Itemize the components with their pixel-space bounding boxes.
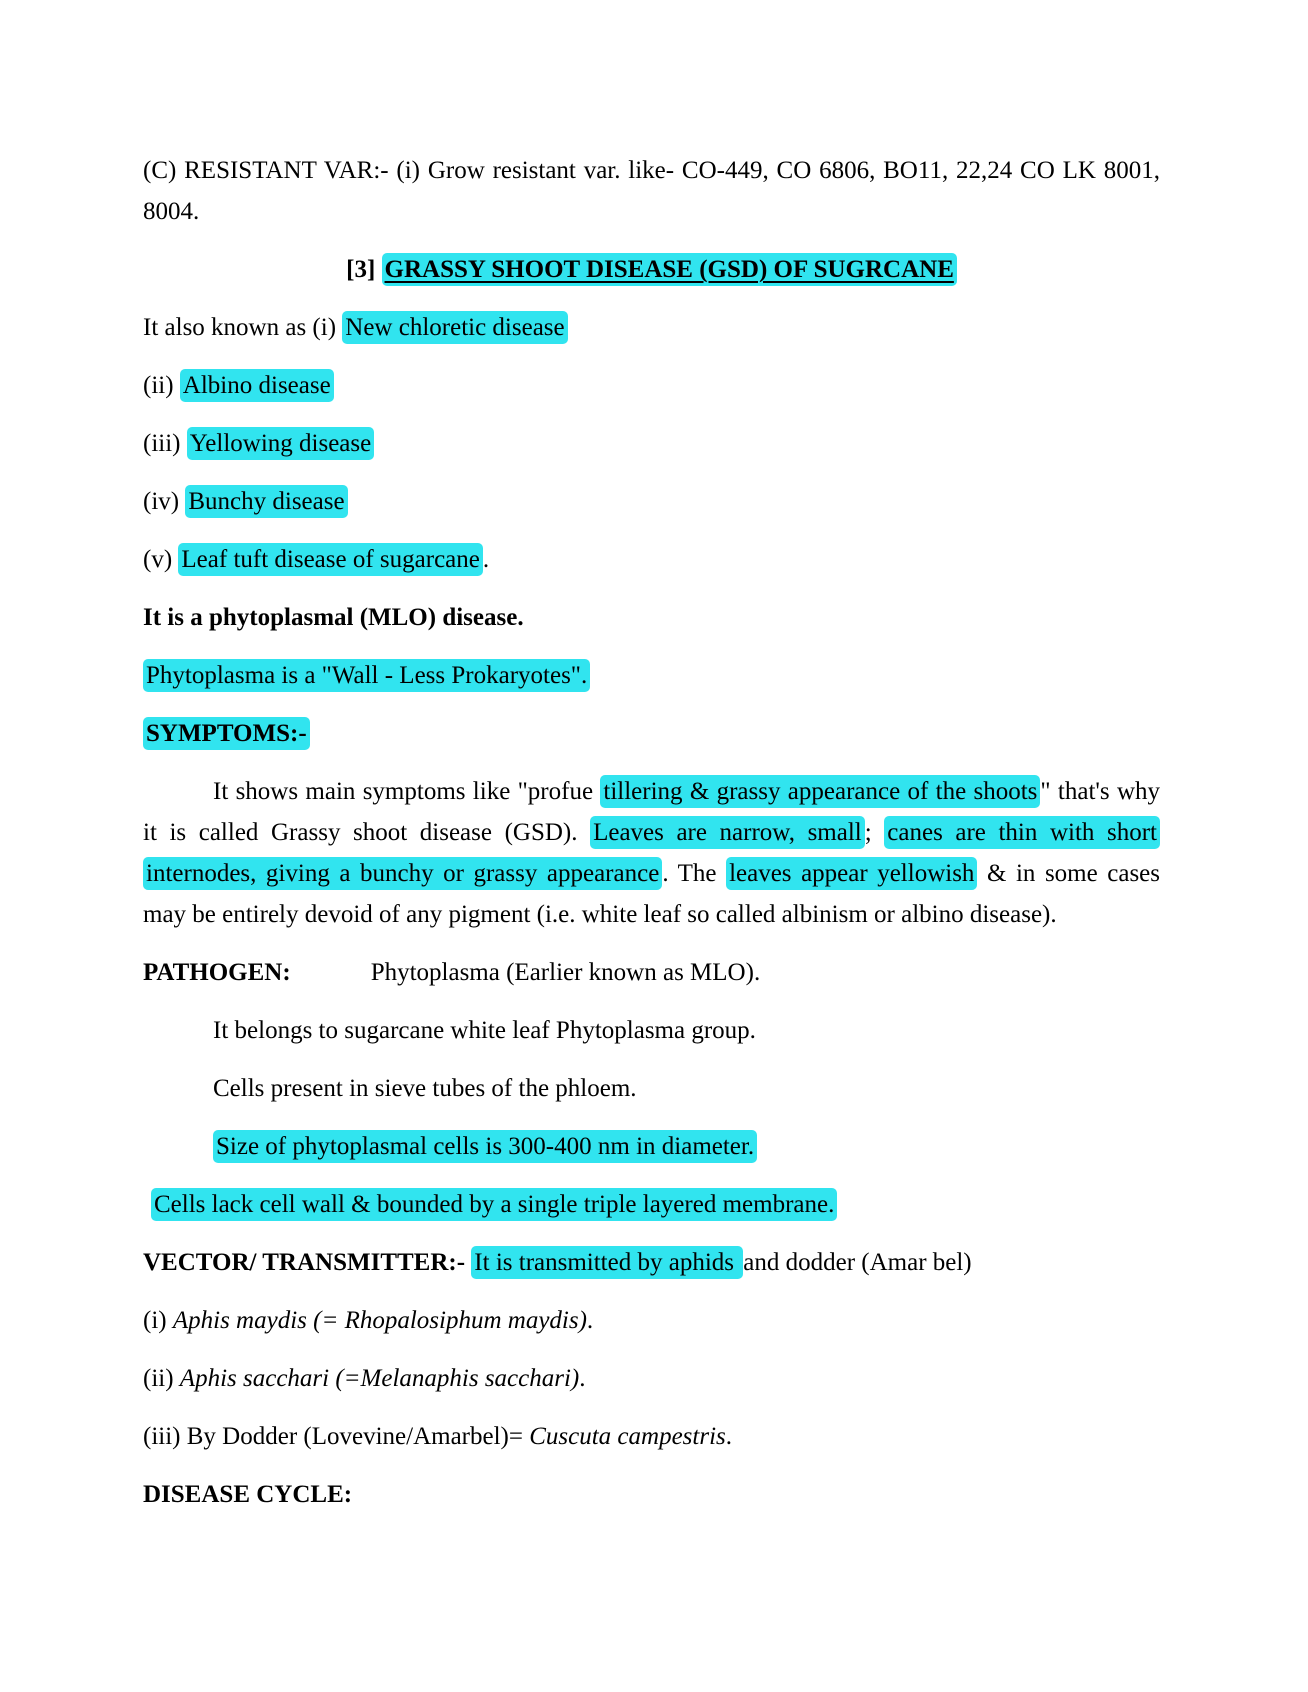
text-run: [3] [346, 256, 382, 283]
pathogen-detail-3 [143, 1126, 1160, 1167]
text-run: (ii) [143, 1365, 180, 1392]
text-run: . The [662, 860, 727, 887]
vector-item-3 [143, 1416, 1160, 1457]
resistant-varieties-paragraph [143, 150, 1160, 232]
disease-title-heading [143, 249, 1160, 290]
disease-cycle-heading [143, 1474, 1160, 1515]
text-run: Aphis maydis (= Rhopalosiphum maydis) [172, 1307, 587, 1334]
text-run: (iii) [143, 430, 187, 457]
highlighted-text-run: leaves appear yellowish [726, 857, 977, 890]
text-run: . [586, 1307, 594, 1334]
highlighted-text-run: Leaves are narrow, small [590, 816, 865, 849]
highlighted-text-run: Size of phytoplasmal cells is 300-400 nm in diameter. [213, 1130, 757, 1163]
text-run: Aphis sacchari (=Melanaphis sacchari) [179, 1365, 580, 1392]
highlighted-text-run: Phytoplasma is a "Wall - Less Prokaryotes". [143, 659, 590, 692]
text-run: (i) [143, 1307, 173, 1334]
text-run: It also known as (i) [143, 314, 343, 341]
text-run: . [482, 546, 490, 573]
highlighted-text-run: GRASSY SHOOT DISEASE (GSD) OF SUGRCANE [382, 253, 957, 286]
phytoplasma-definition [143, 655, 1160, 696]
pathogen-detail-4 [143, 1184, 1160, 1225]
vector-item-1 [143, 1300, 1160, 1341]
phytoplasmal-note [143, 597, 1160, 638]
vector-transmitter-line [143, 1242, 1160, 1283]
symptoms-paragraph [143, 771, 1160, 935]
text-run: and dodder (Amar bel) [743, 1249, 972, 1276]
text-run: . [579, 1365, 586, 1392]
text-run: (ii) [143, 372, 180, 399]
vector-item-2 [143, 1358, 1160, 1399]
highlighted-text-run: SYMPTOMS:- [143, 717, 310, 750]
pathogen-line [143, 952, 1160, 993]
text-run: It is a phytoplasmal (MLO) disease. [143, 604, 524, 631]
highlighted-text-run: Yellowing disease [187, 427, 374, 460]
aka-item-1 [143, 307, 1160, 348]
highlighted-text-run: Albino disease [180, 369, 334, 402]
text-run: " that's why it is called Grassy shoot disease (GSD). [143, 778, 1160, 846]
text-run: (C) RESISTANT VAR:- (i) Grow resistant var. like- CO-449, CO 6806, BO11, 22,24 CO LK 8001, 8004. [143, 157, 1160, 225]
text-run: It belongs to sugarcane white leaf Phytoplasma group. [213, 1017, 756, 1044]
text-run: Cuscuta campestris [529, 1423, 726, 1450]
text-run: VECTOR/ TRANSMITTER:- [143, 1249, 472, 1276]
highlighted-text-run: canes are thin with short internodes, giving a bunchy or grassy appearance [143, 816, 1160, 890]
text-run: Phytoplasma (Earlier known as MLO). [370, 959, 761, 986]
aka-item-4 [143, 481, 1160, 522]
highlighted-text-run: Cells lack cell wall & bounded by a single triple layered membrane. [151, 1188, 837, 1221]
pathogen-detail-2 [143, 1068, 1160, 1109]
text-run: PATHOGEN: [143, 959, 291, 986]
pathogen-detail-1 [143, 1010, 1160, 1051]
highlighted-text-run: New chloretic disease [342, 311, 567, 344]
aka-item-5 [143, 539, 1160, 580]
text-run: DISEASE CYCLE: [143, 1481, 353, 1508]
highlighted-text-run: Bunchy disease [185, 485, 347, 518]
text-run: . [725, 1423, 732, 1450]
text-run: It shows main symptoms like "profue [213, 778, 601, 805]
highlighted-text-run: Leaf tuft disease of sugarcane [178, 543, 482, 576]
text-run: (iv) [143, 488, 186, 515]
highlighted-text-run: tillering & grassy appearance of the shoots [600, 775, 1040, 808]
text-run: (v) [143, 546, 179, 573]
aka-item-2 [143, 365, 1160, 406]
symptoms-heading [143, 713, 1160, 754]
text-run: & in some cases may be entirely devoid of any pigment (i.e. white leaf so called albinism or albino disease). [143, 860, 1160, 928]
text-run: ; [864, 819, 885, 846]
highlighted-text-run: It is transmitted by aphids [471, 1246, 743, 1279]
text-run: Cells present in sieve tubes of the phloem. [213, 1075, 637, 1102]
aka-item-3 [143, 423, 1160, 464]
text-run: (iii) By Dodder (Lovevine/Amarbel)= [143, 1423, 530, 1450]
